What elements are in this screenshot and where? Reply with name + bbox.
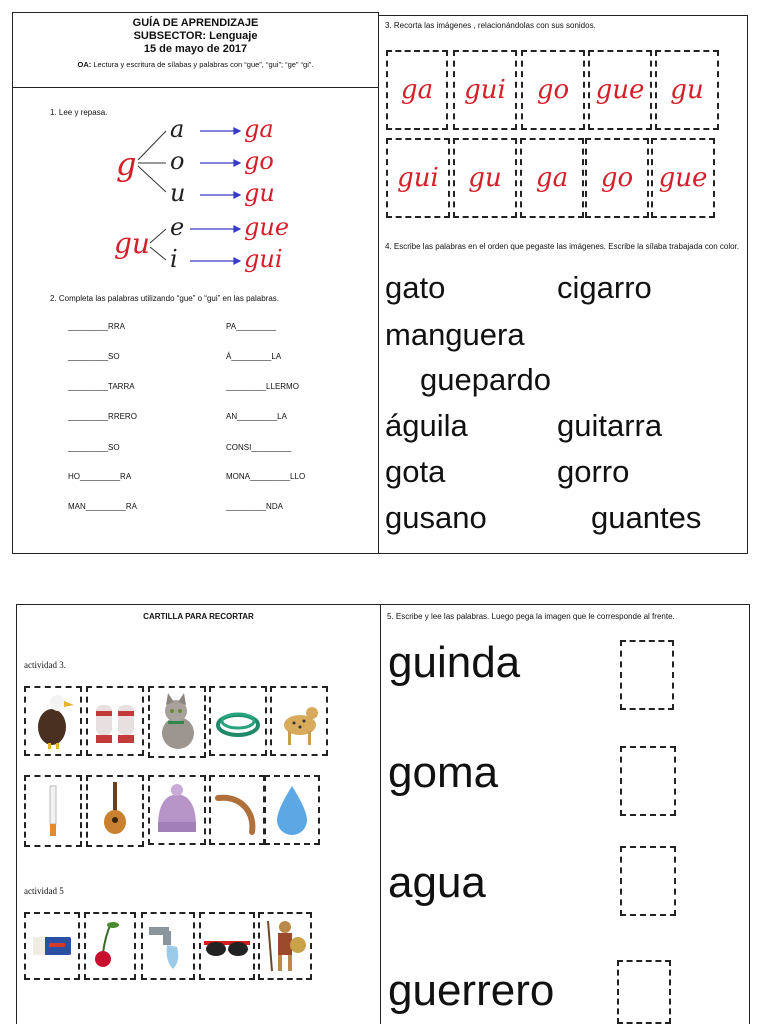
eraser-icon — [27, 917, 77, 975]
cutout-picture — [209, 775, 265, 845]
cheetah-icon — [274, 691, 324, 751]
word-agua: agua — [388, 858, 486, 907]
header — [12, 17, 379, 71]
syllable-gue: gue — [244, 213, 290, 241]
eagle-icon — [28, 691, 78, 751]
syllable-card: go — [521, 50, 585, 130]
syllable-gui: gui — [244, 245, 283, 273]
cutout-picture — [199, 912, 255, 980]
syllable-gu: gu — [244, 179, 275, 207]
cutout-picture — [86, 775, 144, 847]
cutout-picture — [258, 912, 312, 980]
syllable-card: gu — [453, 138, 517, 218]
warrior-icon — [260, 917, 310, 975]
cutout-picture — [264, 775, 320, 845]
cutout-picture — [270, 686, 328, 756]
fill-blank-word: _________RRA — [68, 322, 125, 331]
activity4-instruction: 4. Escribe las palabras en el orden que pegaste las imágenes. Escribe la sílaba trabajada con color. — [385, 242, 739, 251]
activity5-label: actividad 5 — [24, 886, 64, 896]
cutout-picture — [24, 912, 80, 980]
cutout-title: CARTILLA PARA RECORTAR — [143, 612, 254, 621]
consonant-gu: gu — [114, 227, 150, 260]
fill-blank-word: _________SO — [68, 443, 120, 452]
activity5-instruction: 5. Escribe y lee las palabras. Luego pega la imagen que le corresponde al frente. — [387, 612, 675, 621]
consonant-g: g — [116, 145, 137, 183]
worm-icon — [212, 780, 262, 840]
fill-blank-word: _________RRERO — [68, 412, 137, 421]
fill-blank-word: _________LLERMO — [226, 382, 299, 391]
word-cigarro: cigarro — [557, 270, 652, 305]
syllable-card: ga — [520, 138, 584, 218]
fill-blank-word: _________TARRA — [68, 382, 135, 391]
date: 15 de mayo de 2017 — [143, 43, 248, 55]
syllable-go: go — [244, 147, 274, 175]
fill-blank-word: MONA_________LLO — [226, 472, 306, 481]
syllable-card: ga — [386, 50, 448, 130]
cherry-icon — [87, 917, 133, 975]
worksheet-title: GUÍA DE APRENDIZAJE — [132, 17, 259, 29]
fill-blank-word: HO_________RA — [68, 472, 132, 481]
fill-blank-word: PA_________ — [226, 322, 277, 331]
water-drop-icon — [267, 780, 317, 840]
vowel-o: o — [170, 147, 185, 175]
word-guinda: guinda — [388, 638, 521, 687]
fill-blank-word: MAN_________RA — [68, 502, 137, 511]
word-aguila: águila — [385, 408, 468, 443]
word-gorro: gorro — [557, 454, 630, 489]
water-tap-icon — [143, 917, 193, 975]
fill-blank-word: CONSI_________ — [226, 443, 292, 452]
paste-box — [620, 746, 676, 816]
vowel-u: u — [170, 179, 186, 207]
sunglasses-icon — [202, 917, 252, 975]
word-gota: gota — [385, 454, 446, 489]
paste-box — [617, 960, 671, 1024]
hose-icon — [213, 691, 263, 751]
fill-blank-word: _________NDA — [226, 502, 283, 511]
activity3-instruction: 3. Recorta las imágenes , relacionándolas con sus sonidos. — [385, 21, 596, 30]
cutout-picture — [209, 686, 267, 756]
gloves-icon — [90, 691, 140, 751]
oa-line — [12, 58, 379, 71]
word-guitarra: guitarra — [557, 408, 663, 443]
vowel-i: i — [170, 245, 178, 273]
vowel-e: e — [170, 213, 185, 241]
word-guerrero: guerrero — [388, 966, 555, 1015]
cutout-picture — [148, 775, 206, 845]
vowel-a: a — [170, 115, 185, 143]
paste-box — [620, 846, 676, 916]
fill-blank-word: Á_________LA — [226, 352, 282, 361]
cutout-picture — [141, 912, 195, 980]
guitar-icon — [90, 780, 140, 842]
subject: SUBSECTOR: Lenguaje — [133, 30, 258, 42]
oa-text: Lectura y escritura de sílabas y palabras con “gue”, “gui”; “ge” “gi”. — [93, 60, 314, 69]
activity1-instruction: 1. Lee y repasa. — [50, 108, 108, 117]
cutout-picture — [148, 686, 206, 758]
syllable-card: go — [585, 138, 649, 218]
activity3-label: actividad 3. — [24, 660, 66, 670]
cutout-picture — [24, 775, 82, 847]
cigarette-icon — [28, 780, 78, 842]
cat-icon — [152, 691, 202, 753]
syllable-card: gu — [655, 50, 719, 130]
wool-hat-icon — [152, 780, 202, 840]
activity2-instruction: 2. Completa las palabras utilizando “gue” o “gui” en las palabras. — [50, 294, 280, 303]
oa-label: OA: — [77, 60, 92, 69]
cutout-picture — [24, 686, 82, 756]
fill-blank-word: _________SO — [68, 352, 120, 361]
word-guantes: guantes — [591, 500, 702, 535]
cutout-picture — [84, 912, 136, 980]
syllable-card: gue — [651, 138, 715, 218]
word-manguera: manguera — [385, 317, 525, 352]
syllable-ga: ga — [244, 115, 274, 143]
cutout-picture — [86, 686, 144, 756]
word-goma: goma — [388, 748, 499, 797]
word-guepardo: guepardo — [420, 362, 552, 397]
syllable-card: gui — [453, 50, 517, 130]
syllable-card: gue — [588, 50, 652, 130]
syllable-card: gui — [386, 138, 450, 218]
paste-box — [620, 640, 674, 710]
word-gato: gato — [385, 270, 446, 305]
word-gusano: gusano — [385, 500, 487, 535]
fill-blank-word: AN_________LA — [226, 412, 287, 421]
syllable-diagram — [110, 115, 330, 275]
